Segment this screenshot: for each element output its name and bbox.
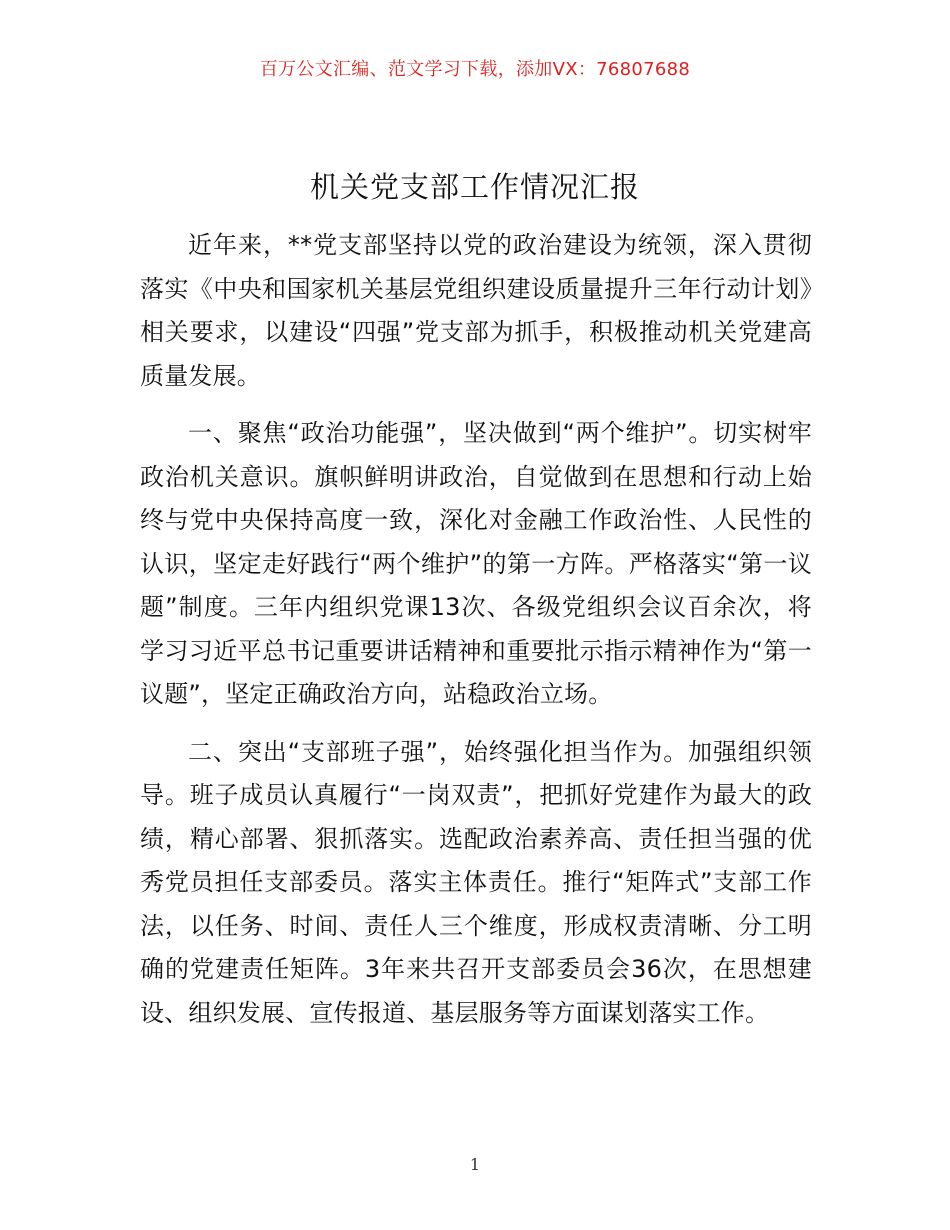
header-watermark: 百万公文汇编、范文学习下载，添加VX：76807688 bbox=[259, 59, 691, 80]
paragraph-section-1: 一、聚焦“政治功能强”，坚决做到“两个维护”。切实树牢政治机关意识。旗帜鲜明讲政治，自觉做到在思想和行动上始终与党中央保持高度一致，深化对金融工作政治性、人民性的认识，坚定走好践行“两个维护”的第一方阵。严格落实“第一议题”制度。三年内组织党课13次、各级党组织会议百余次，将学习习近平总书记重要讲话精神和重要批示指示精神作为“第一议题”，坚定正确政治方向，站稳政治立场。 bbox=[140, 419, 812, 708]
document-body bbox=[140, 224, 812, 1049]
page-number: 1 bbox=[469, 1155, 481, 1174]
document-title: 机关党支部工作情况汇报 bbox=[309, 170, 640, 204]
paragraph-intro: 近年来，**党支部坚持以党的政治建设为统领，深入贯彻落实《中央和国家机关基层党组织建设质量提升三年行动计划》相关要求，以建设“四强”党支部为抓手，积极推动机关党建高质量发展。 bbox=[140, 231, 812, 390]
paragraph-section-2: 二、突出“支部班子强”，始终强化担当作为。加强组织领导。班子成员认真履行“一岗双责”，把抓好党建作为最大的政绩，精心部署、狠抓落实。选配政治素养高、责任担当强的优秀党员担任支部委员。落实主体责任。推行“矩阵式”支部工作法，以任务、时间、责任人三个维度，形成权责清晰、分工明确的党建责任矩阵。3年来共召开支部委员会36次，在思想建设、组织发展、宣传报道、基层服务等方面谋划落实工作。 bbox=[140, 737, 812, 1027]
